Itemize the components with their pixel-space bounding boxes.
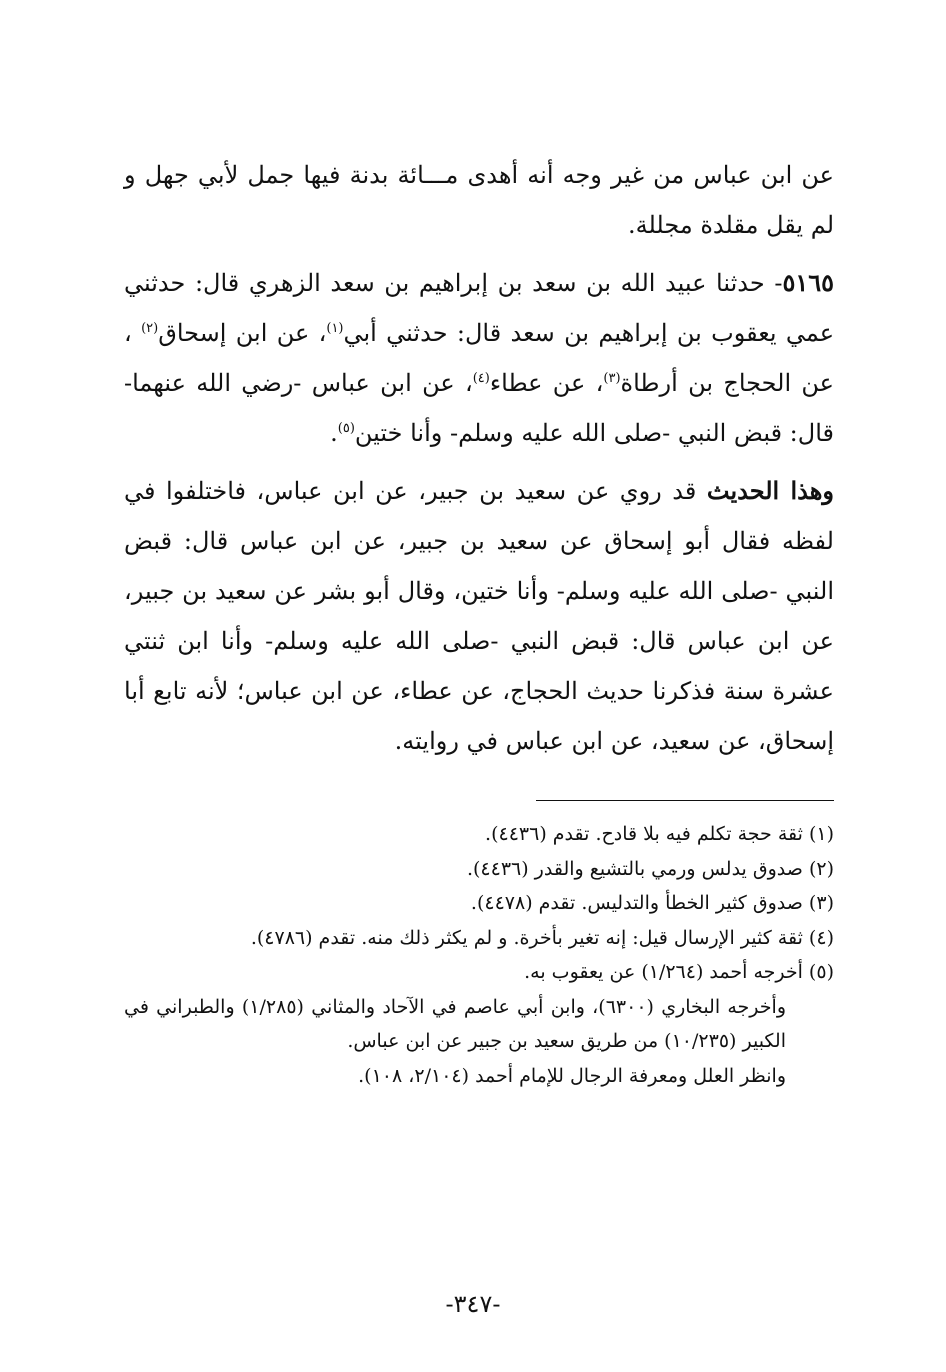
hadith-paragraph <box>124 258 834 458</box>
footnote-ref-3[interactable]: (٣) <box>603 371 621 386</box>
footnote-ref-2[interactable]: (٢) <box>141 321 159 336</box>
main-text <box>124 150 834 766</box>
hadith-text-6: . <box>330 419 338 447</box>
hadith-text-3: ، عن الحجاج بن أرطاة <box>124 319 834 397</box>
footnotes <box>124 817 834 1093</box>
page-number: -٣٤٧- <box>445 1290 501 1318</box>
footnote-ref-1[interactable]: (١) <box>326 321 344 336</box>
footnote-divider <box>536 800 834 801</box>
footnote-4: (٤) ثقة كثير الإرسال قيل: إنه تغير بأخرة. و لم يكثر ذلك منه. تقدم (٤٧٨٦). <box>250 926 834 949</box>
footnote-5: (٥) أخرجه أحمد (١/٢٦٤) عن يعقوب به. <box>524 961 834 983</box>
footnote-2: (٢) صدوق يدلس ورمي بالتشيع والقدر (٤٤٣٦). <box>466 857 834 880</box>
paragraph-1: عن ابن عباس من غير وجه أنه أهدى مـــائة بدنة فيها جمل لأبي جهل و لم يقل مقلدة مجللة. <box>124 161 834 239</box>
commentary-text: قد روي عن سعيد بن جبير، عن ابن عباس، فاختلفوا في لفظه فقال أبو إسحاق عن سعيد بن جبير، عن ابن عباس قال: قبض النبي -صلى الله عليه وسلم- وأنا ختين، وقال أبو بشر عن سعيد بن جبير، عن ابن عباس قال: قبض النبي -صلى الله عليه وسلم- وأنا ابن ثنتي عشرة سنة فذكرنا حديث الحجاج، عن عطاء، عن ابن عباس؛ لأنه تابع أبا إسحاق، عن سعيد، عن ابن عباس في روايته. <box>124 477 834 755</box>
commentary-lead: وهذا الحديث <box>706 476 834 505</box>
footnote-ref-5[interactable]: (٥) <box>337 421 355 436</box>
footnote-3: (٣) صدوق كثير الخطأ والتدليس. تقدم (٤٤٧٨). <box>470 892 834 914</box>
hadith-text-4: ، عن عطاء <box>489 369 604 397</box>
footnote-ref-4[interactable]: (٤) <box>472 371 490 386</box>
hadith-text-2: ، عن ابن إسحاق <box>158 319 327 347</box>
footnote-5-continued: وأخرجه البخاري (٦٣٠٠)، وابن أبي عاصم في الآحاد والمثاني (١/٢٨٥) والطبراني في الكبير (١٠/٢٣٥) من طريق سعيد بن جبير عن ابن عباس. <box>124 995 786 1052</box>
footnote-1: (١) ثقة حجة تكلم فيه بلا قادح. تقدم (٤٤٣٦). <box>485 823 834 845</box>
footnote-5-see-also: وانظر العلل ومعرفة الرجال للإمام أحمد (٢/١٠٤، ١٠٨). <box>358 1064 786 1087</box>
hadith-number: ٥١٦٥ <box>782 268 834 297</box>
hadith-text-1: - حدثنا عبيد الله بن سعد بن إبراهيم بن سعد الزهري قال: حدثني عمي يعقوب بن إبراهيم بن سعد قال: حدثني أبي <box>124 269 835 347</box>
hadith-text-5: ، عن ابن عباس -رضي الله عنهما- قال: قبض النبي -صلى الله عليه وسلم- وأنا ختين <box>124 369 834 447</box>
commentary-paragraph <box>124 466 834 766</box>
